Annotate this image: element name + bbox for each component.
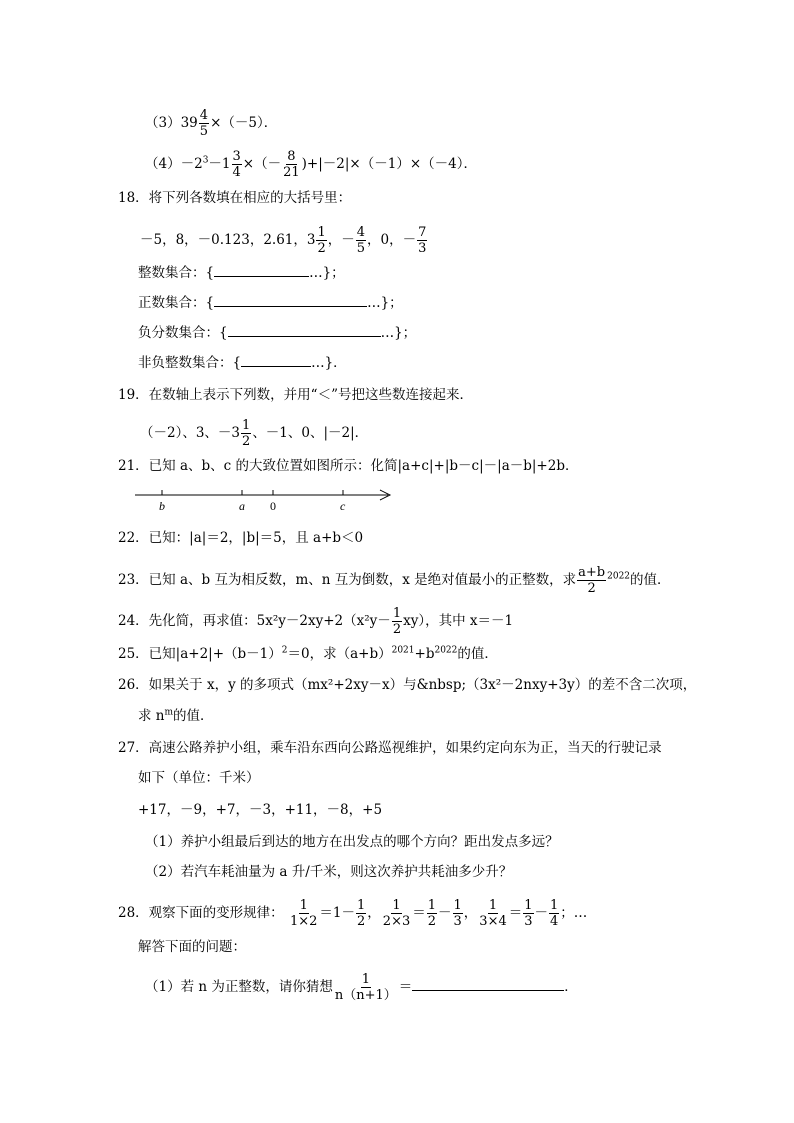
question-22: 22．已知：|a|＝2，|b|＝5，且 a+b＜0 bbox=[118, 530, 364, 546]
label-b: b bbox=[159, 499, 165, 513]
question-27-sub1: （1）养护小组最后到达的地方在出发点的哪个方向？距出发点多远？ bbox=[145, 834, 559, 850]
question-21-title: 21．已知 a、b、c 的大致位置如图所示：化简|a+c|+|b－c|－|a－b|+2b． bbox=[118, 458, 579, 474]
answer-blank[interactable] bbox=[412, 976, 564, 991]
answer-blank[interactable] bbox=[228, 322, 381, 337]
problem-17-3: （3）39 $\frac{4}{5}$ ×（－5）． bbox=[145, 108, 278, 139]
answer-blank[interactable] bbox=[241, 352, 311, 367]
question-27-data: +17，－9，+7，－3，+11，－8，+5 bbox=[138, 802, 383, 818]
question-19-numbers: （－2）、3、－3 $\frac{1}{2}$ 、－1、0、|－2|． bbox=[140, 418, 369, 449]
number-line-diagram bbox=[130, 485, 400, 515]
question-26-line1: 26．如果关于 x，y 的多项式（mx²+2xy－x）与&nbsp;（3x²－2nxy+3y）的差不含二次项， bbox=[118, 677, 697, 693]
question-23: 23．已知 a、b 互为相反数，m、n 互为倒数，x 是绝对值最小的正整数，求 $\frac{a+b}{2}$ $^{2022}$的值． bbox=[118, 565, 671, 596]
label-c: c bbox=[340, 499, 346, 513]
answer-blank[interactable] bbox=[214, 262, 309, 277]
question-26-line2: 求 $n^m$的值． bbox=[138, 707, 214, 724]
answer-blank[interactable] bbox=[214, 292, 367, 307]
set-negative-fractions: 负分数集合：{ …}； bbox=[138, 322, 416, 343]
question-28-intro: 解答下面的问题： bbox=[138, 939, 246, 955]
label-zero: 0 bbox=[270, 499, 276, 513]
question-28-sub1: （1）若 n 为正整数，请你猜想 $\frac{1}{n(n+1)}$ ＝ ． bbox=[145, 972, 578, 1003]
label-a: a bbox=[239, 499, 245, 513]
question-27-line1: 27．高速公路养护小组，乘车沿东西向公路巡视维护，如果约定向东为正，当天的行驶记录 bbox=[118, 740, 662, 756]
question-25: 25．已知$|a+2|+(b-1)^2=0$，求$(a+b)^{2021}+b^{2022}$的值． bbox=[118, 645, 498, 662]
question-18-title: 18．将下列各数填在相应的大括号里： bbox=[118, 190, 352, 206]
question-27-line2: 如下（单位：千米） bbox=[138, 770, 260, 786]
question-27-sub2: （2）若汽车耗油量为 a 升/千米，则这次养护共耗油多少升？ bbox=[145, 864, 513, 880]
question-24: 24．先化简，再求值：5x²y－2xy+2（x²y－ $\frac{1}{2}$ xy），其中 x＝－1 bbox=[118, 606, 514, 637]
fraction: $\frac{4}{5}$ bbox=[199, 108, 209, 139]
question-18-numbers: －5，8，－0.123，2.61，3 $\frac{1}{2}$ ，－ $\frac{4}{5}$ ，0，－ $\frac{7}{3}$ bbox=[140, 225, 427, 256]
set-nonnegative-integers: 非负整数集合：{ …}． bbox=[138, 352, 347, 373]
set-positives: 正数集合：{ …}； bbox=[138, 292, 403, 313]
set-integers: 整数集合：{ …}； bbox=[138, 262, 345, 283]
question-19-title: 19．在数轴上表示下列数，并用“＜”号把这些数连接起来． bbox=[118, 387, 473, 403]
question-28-title: 28．观察下面的变形规律： $\frac{1}{1\times 2}$ ＝1－ $\frac{1}{2}$ ， $\frac{1}{2\times 3}$ ＝ $\frac{1}{2}$ － $\frac{1}{3}$ ， $\frac{1}{3\times 4}$ ＝ $\frac{1}{3}$ － $\frac{1}{4}$ ；… bbox=[118, 898, 588, 929]
problem-17-4: $(4)-2^3-1$ $\frac{3}{4}$ ×（－ $\frac{8}{21}$ )+|－2|×（－1）×（－4）． bbox=[145, 149, 477, 180]
